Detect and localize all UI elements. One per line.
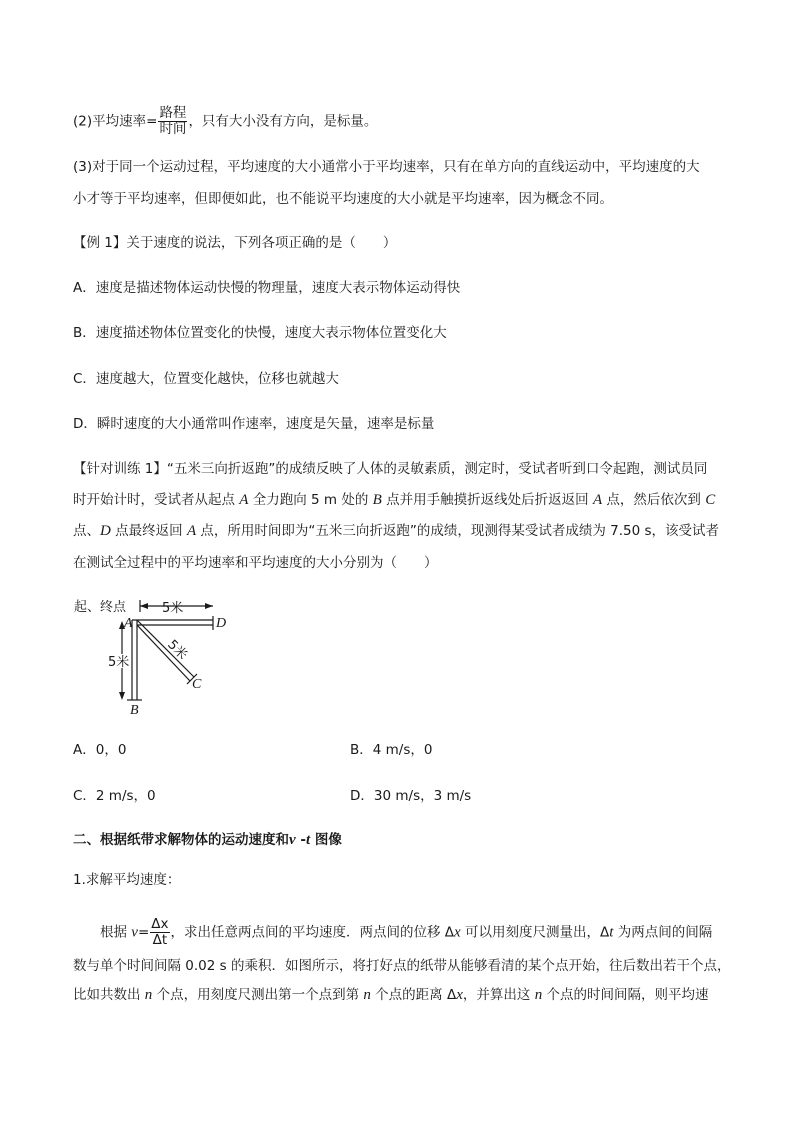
option-d: D．瞬时速度的大小通常叫作速率，速度是矢量，速率是标量 (73, 416, 435, 432)
text: 点并用手触摸折返线处后折返返回 (381, 492, 593, 508)
point-label: A (592, 492, 603, 508)
training-line: 在测试全过程中的平均速率和平均速度的大小分别为（ ） (73, 555, 438, 571)
symbol-t: t (609, 924, 614, 941)
arrowhead (119, 692, 125, 700)
symbol-n: n (534, 987, 543, 1003)
option-b: B．4 m/s，0 (350, 742, 433, 758)
symbol-x: x (454, 924, 461, 941)
text: (2)平均速率= (73, 113, 158, 130)
text: 点，然后依次到 (602, 492, 706, 508)
text: 时开始计时，受试者从起点 (73, 492, 240, 508)
paragraph-line (73, 985, 708, 1005)
symbol-n: n (144, 987, 153, 1003)
section-heading (73, 830, 342, 850)
text: ，只有大小没有方向，是标量。 (188, 113, 378, 130)
text: 可以用刻度尺测量出，Δ (460, 924, 610, 941)
text: - (295, 832, 306, 848)
diagonal-length-label: 5米 (164, 637, 190, 664)
fraction-denominator: 时间 (159, 121, 187, 137)
text: 比如共数出 (73, 987, 145, 1003)
text: 全力跑向 5 m 处的 (248, 492, 373, 508)
start-end-label: 起、终点 (74, 600, 127, 615)
training-line (73, 521, 719, 541)
text: 个点的距离 Δ (370, 987, 457, 1003)
option-c: C．2 m/s，0 (73, 788, 156, 804)
arrowhead (205, 603, 213, 609)
text: ，求出任意两点间的平均速度．两点间的位移 Δ (170, 924, 455, 941)
paragraph-line: 数与单个时间间隔 0.02 s 的乘积．如图所示，将打好点的纸带从能够看清的某个点开始，往后数出若干个点， (73, 958, 731, 974)
text: 图像 (310, 832, 342, 848)
paragraph-line (100, 917, 712, 948)
point-a-label: A (124, 616, 133, 631)
text: 点、 (73, 523, 100, 539)
fraction-numerator: 路程 (159, 105, 187, 121)
training-line (73, 490, 715, 510)
point-label: B (372, 492, 382, 508)
training-line: 【针对训练 1】“五米三向折返跑”的成绩反映了人体的灵敏素质，测定时，受试者听到口令起跑，测试员同 (73, 461, 708, 477)
text: 二、根据纸带求解物体的运动速度和 (73, 832, 289, 848)
point-label: A (186, 523, 197, 539)
text: 个点的时间间隔，则平均速 (542, 987, 709, 1003)
point-b-label: B (130, 703, 139, 718)
top-length-label: 5米 (162, 601, 184, 616)
option-b: B．速度描述物体位置变化的快慢，速度大表示物体位置变化大 (73, 325, 447, 341)
point-label: A (239, 492, 249, 508)
fraction (158, 106, 187, 137)
symbol-v: v (289, 832, 296, 848)
point-c-label: C (192, 677, 202, 692)
option-d: D．30 m/s，3 m/s (350, 788, 472, 804)
text: 为两点间的间隔 (613, 924, 713, 941)
symbol-t: t (305, 832, 311, 848)
point-d-label: D (216, 616, 227, 631)
fraction-numerator: Δx (151, 916, 169, 932)
option-a: A．速度是描述物体运动快慢的物理量，速度大表示物体运动得快 (73, 280, 461, 296)
subsection-title: 1.求解平均速度： (73, 872, 181, 888)
example-question: 【例 1】关于速度的说法，下列各项正确的是（ ） (73, 235, 397, 251)
paragraph-average-speed (73, 106, 377, 137)
paragraph-line: (3)对于同一个运动过程，平均速度的大小通常小于平均速率，只有在单方向的直线运动中，平均速度的大 (73, 159, 700, 175)
symbol-n: n (363, 987, 371, 1003)
symbol-x: x (456, 987, 463, 1003)
side-length-label: 5米 (108, 655, 130, 670)
fraction (150, 917, 169, 948)
symbol-v: v (131, 924, 138, 941)
paragraph-line: 小才等于平均速率，但即便如此，也不能说平均速度的大小就是平均速率，因为概念不同。 (73, 191, 613, 207)
text: 点最终返回 (110, 523, 187, 539)
text: ，并算出这 (462, 987, 535, 1003)
option-c: C．速度越大，位置变化越快，位移也就越大 (73, 371, 339, 387)
arrowhead (140, 603, 148, 609)
point-label: D (100, 523, 111, 539)
text: = (137, 924, 150, 941)
text: 个点，用刻度尺测出第一个点到第 (152, 987, 364, 1003)
shuttle-run-diagram (70, 596, 240, 720)
fraction-denominator: Δt (152, 932, 168, 948)
text: 点，所用时间即为“五米三向折返跑”的成绩，现测得某受试者成绩为 7.50 s，该受试者 (196, 523, 720, 539)
option-a: A．0，0 (73, 742, 127, 758)
point-label: C (705, 492, 716, 508)
text: 根据 (100, 924, 132, 941)
